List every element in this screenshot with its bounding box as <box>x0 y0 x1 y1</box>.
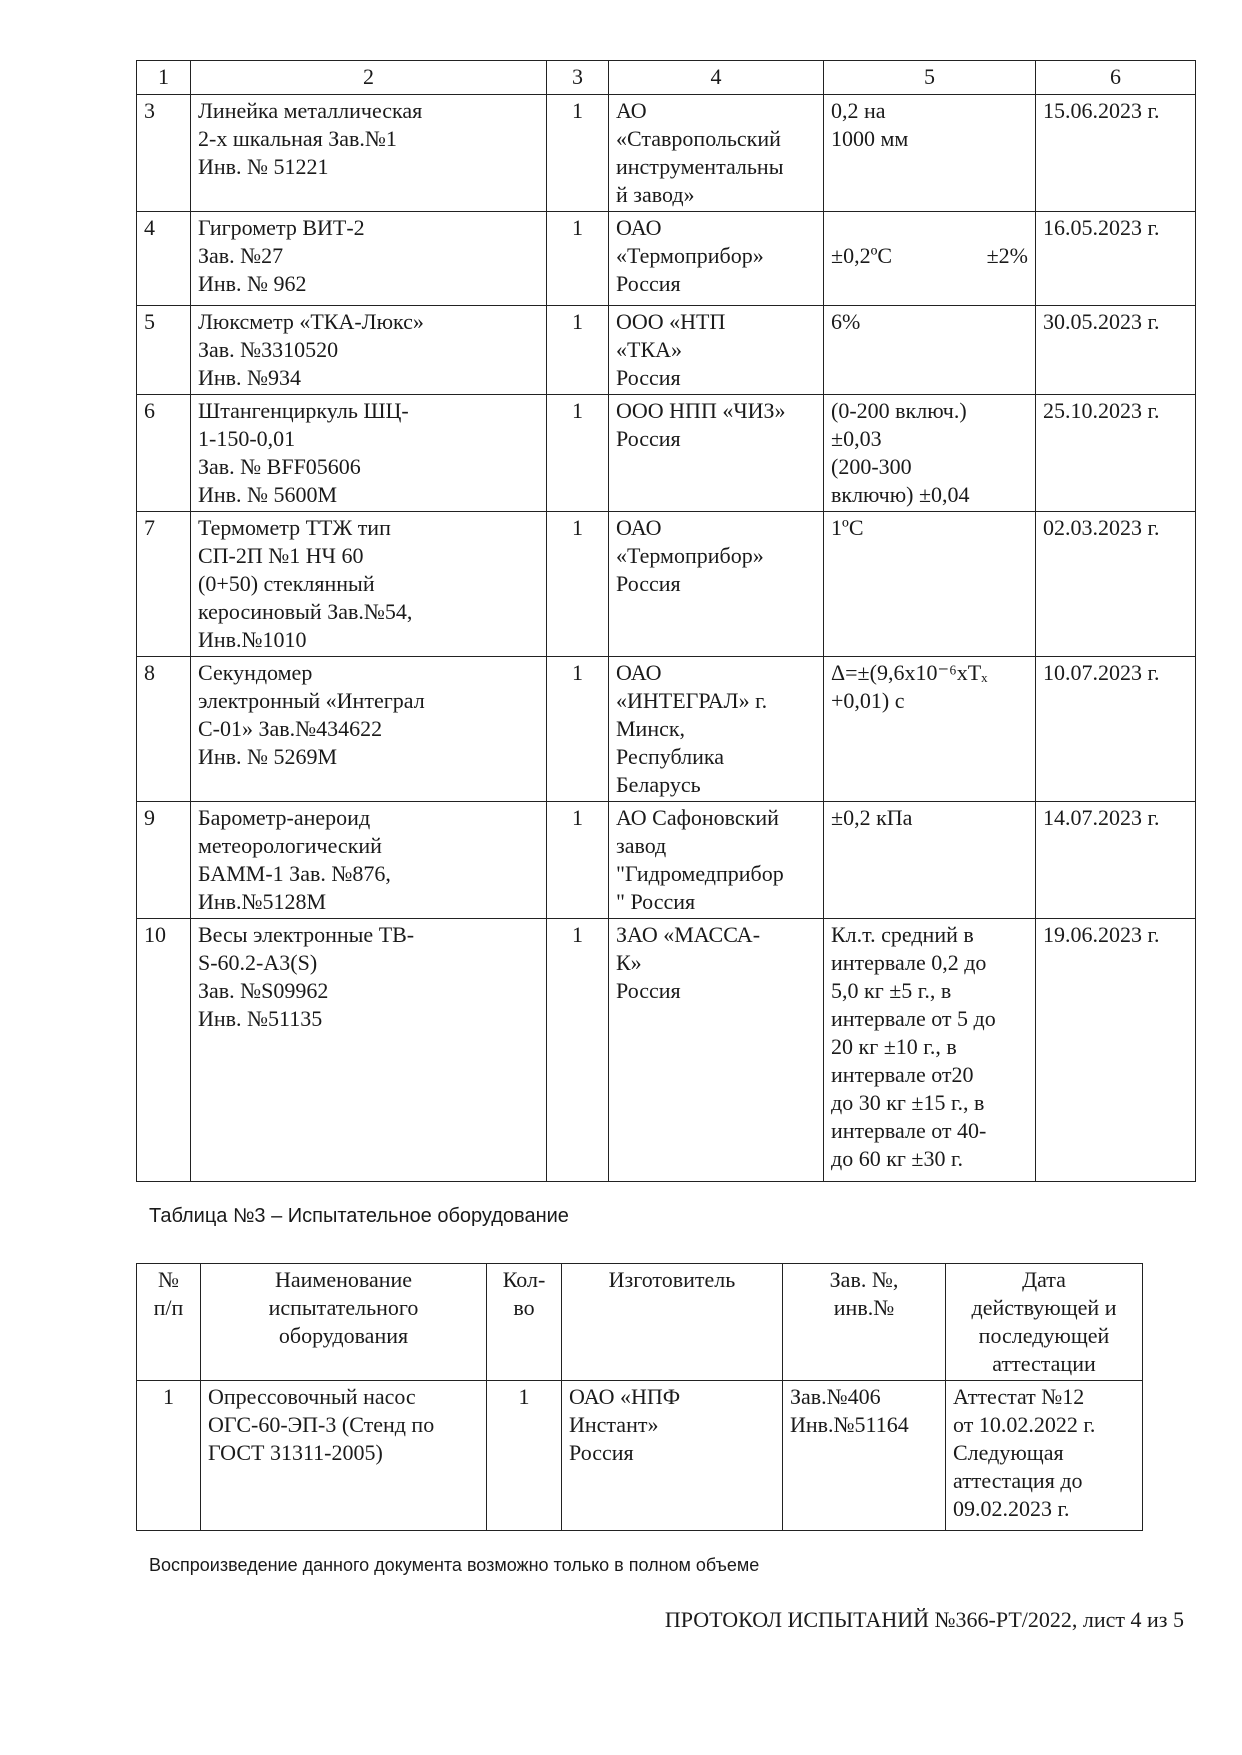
test-equipment-table <box>136 1263 1143 1531</box>
verification-date: 10.07.2023 г. <box>1036 657 1196 802</box>
equipment-table <box>136 60 1196 1182</box>
header-cell: Кол- во <box>487 1264 562 1381</box>
manufacturer: ОАО «ИНТЕГРАЛ» г. Минск, Республика Беларусь <box>609 657 824 802</box>
accuracy-humidity: ±2% <box>986 243 1028 268</box>
header-cell: 5 <box>824 61 1036 95</box>
accuracy: ±0,2 кПа <box>824 802 1036 919</box>
verification-date: 14.07.2023 г. <box>1036 802 1196 919</box>
table-row <box>137 802 1196 919</box>
reproduction-note: Воспроизведение данного документа возможно только в полном объеме <box>149 1555 760 1575</box>
accuracy: 1ºС <box>824 512 1036 657</box>
quantity: 1 <box>547 512 609 657</box>
accuracy: 0,2 на 1000 мм <box>824 95 1036 212</box>
row-number: 9 <box>137 802 191 919</box>
verification-date: 30.05.2023 г. <box>1036 306 1196 395</box>
quantity: 1 <box>547 95 609 212</box>
header-cell: 1 <box>137 61 191 95</box>
row-number: 7 <box>137 512 191 657</box>
header-cell: Наименование испытательного оборудования <box>201 1264 487 1381</box>
table-row <box>137 306 1196 395</box>
header-cell: 4 <box>609 61 824 95</box>
table3-caption: Таблица №3 – Испытательное оборудование <box>149 1205 569 1227</box>
verification-date: 25.10.2023 г. <box>1036 395 1196 512</box>
table-row <box>137 212 1196 306</box>
equipment-name: Люксметр «ТКА-Люкс» Зав. №3310520 Инв. №934 <box>191 306 547 395</box>
equipment-name: Штангенциркуль ШЦ- 1-150-0,01 Зав. № BFF05606 Инв. № 5600М <box>191 395 547 512</box>
manufacturer: ЗАО «МАССА- К» Россия <box>609 919 824 1182</box>
equipment-name: Термометр ТТЖ тип СП-2П №1 НЧ 60 (0+50) стеклянный керосиновый Зав.№54, Инв.№1010 <box>191 512 547 657</box>
quantity: 1 <box>547 802 609 919</box>
header-cell: Зав. №, инв.№ <box>783 1264 946 1381</box>
header-cell: № п/п <box>137 1264 201 1381</box>
quantity: 1 <box>547 306 609 395</box>
equipment-name: Линейка металлическая 2-х шкальная Зав.№1 Инв. № 51221 <box>191 95 547 212</box>
row-number: 1 <box>137 1381 201 1531</box>
page-footer: ПРОТОКОЛ ИСПЫТАНИЙ №366-РТ/2022, лист 4 из 5 <box>664 1607 1184 1632</box>
manufacturer: ОАО «НПФ Инстант» Россия <box>562 1381 783 1531</box>
accuracy: 6% <box>824 306 1036 395</box>
manufacturer: АО Сафоновский завод "Гидромедприбор " Россия <box>609 802 824 919</box>
verification-date: 19.06.2023 г. <box>1036 919 1196 1182</box>
row-number: 10 <box>137 919 191 1182</box>
row-number: 8 <box>137 657 191 802</box>
header-cell: Изготовитель <box>562 1264 783 1381</box>
header-cell: 2 <box>191 61 547 95</box>
header-cell: Дата действующей и последующей аттестации <box>946 1264 1143 1381</box>
header-cell: 3 <box>547 61 609 95</box>
accuracy-temperature: ±0,2ºС <box>831 243 893 268</box>
accuracy: (0-200 включ.) ±0,03 (200-300 включю) ±0,04 <box>824 395 1036 512</box>
accuracy: Кл.т. средний в интервале 0,2 до 5,0 кг ±5 г., в интервале от 5 до 20 кг ±10 г., в интервале от20 до 30 кг ±15 г., в интервале от 40- до 60 кг ±30 г. <box>824 919 1036 1182</box>
quantity: 1 <box>547 919 609 1182</box>
row-number: 3 <box>137 95 191 212</box>
table-row <box>137 395 1196 512</box>
quantity: 1 <box>547 395 609 512</box>
manufacturer: ОАО «Термоприбор» Россия <box>609 212 824 306</box>
attestation-dates: Аттестат №12 от 10.02.2022 г. Следующая аттестация до 09.02.2023 г. <box>946 1381 1143 1531</box>
equipment-name: Барометр-анероид метеорологический БАММ-1 Зав. №876, Инв.№5128М <box>191 802 547 919</box>
serial-numbers: Зав.№406 Инв.№51164 <box>783 1381 946 1531</box>
table-row <box>137 657 1196 802</box>
table-header-row <box>137 61 1196 95</box>
accuracy <box>824 212 1036 306</box>
manufacturer: ООО НПП «ЧИЗ» Россия <box>609 395 824 512</box>
equipment-name: Опрессовочный насос ОГС-60-ЭП-3 (Стенд по ГОСТ 31311-2005) <box>201 1381 487 1531</box>
table-row <box>137 512 1196 657</box>
verification-date: 02.03.2023 г. <box>1036 512 1196 657</box>
row-number: 6 <box>137 395 191 512</box>
manufacturer: ООО «НТП «ТКА» Россия <box>609 306 824 395</box>
table-row <box>137 1381 1143 1531</box>
verification-date: 16.05.2023 г. <box>1036 212 1196 306</box>
table-row <box>137 919 1196 1182</box>
manufacturer: ОАО «Термоприбор» Россия <box>609 512 824 657</box>
quantity: 1 <box>547 212 609 306</box>
row-number: 4 <box>137 212 191 306</box>
header-cell: 6 <box>1036 61 1196 95</box>
quantity: 1 <box>547 657 609 802</box>
table-header-row <box>137 1264 1143 1381</box>
table-row <box>137 95 1196 212</box>
equipment-name: Секундомер электронный «Интеграл С-01» Зав.№434622 Инв. № 5269М <box>191 657 547 802</box>
row-number: 5 <box>137 306 191 395</box>
equipment-name: Гигрометр ВИТ-2 Зав. №27 Инв. № 962 <box>191 212 547 306</box>
accuracy: Δ=±(9,6х10⁻⁶хТₓ +0,01) с <box>824 657 1036 802</box>
quantity: 1 <box>487 1381 562 1531</box>
equipment-name: Весы электронные ТВ- S-60.2-А3(S) Зав. №S09962 Инв. №51135 <box>191 919 547 1182</box>
manufacturer: АО «Ставропольский инструментальны й завод» <box>609 95 824 212</box>
verification-date: 15.06.2023 г. <box>1036 95 1196 212</box>
